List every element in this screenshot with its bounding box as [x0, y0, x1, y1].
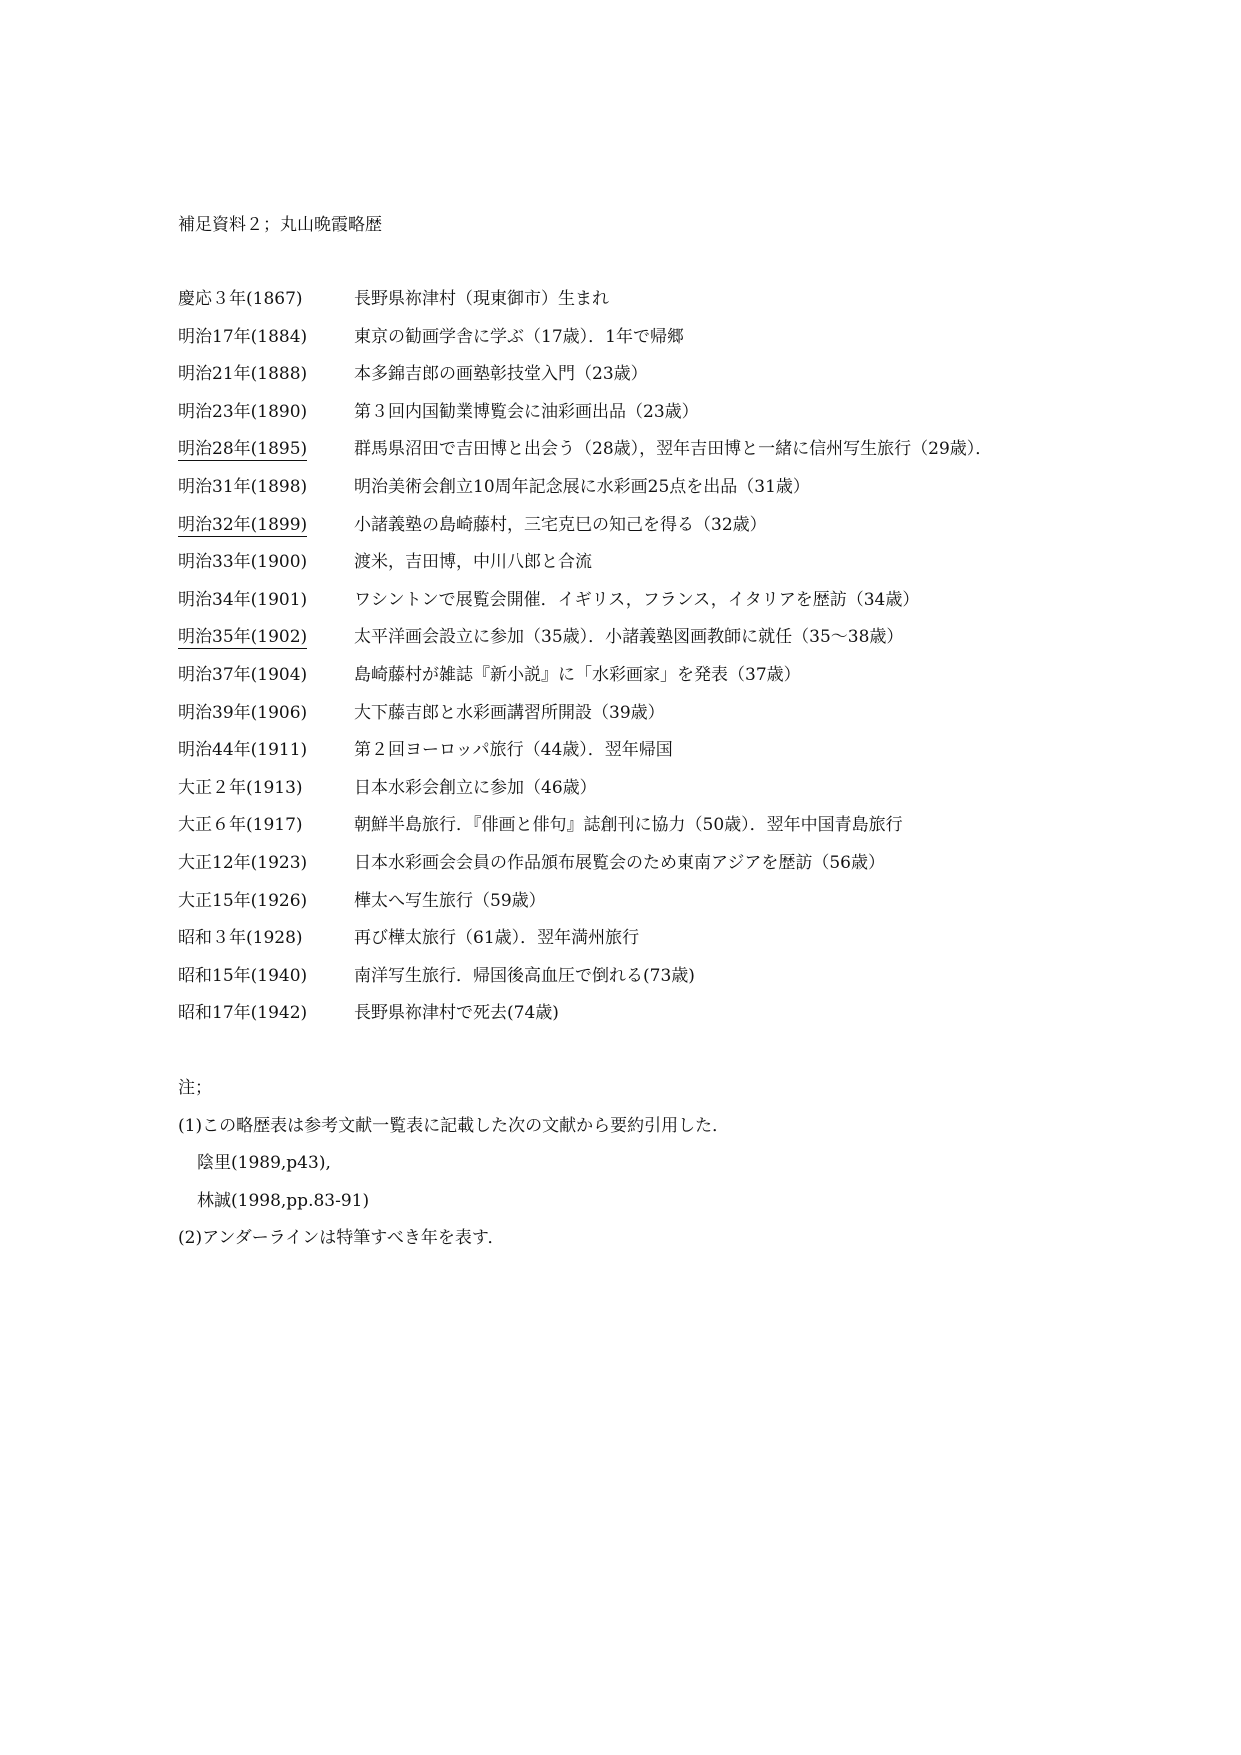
timeline-year [178, 1002, 354, 1024]
timeline-row [178, 363, 1178, 401]
timeline-list [178, 288, 1178, 1040]
timeline-year [178, 551, 354, 573]
timeline-year-text: 明治39年(1906) [178, 702, 308, 723]
timeline-year [178, 890, 354, 912]
timeline-row [178, 551, 1178, 589]
timeline-row [178, 664, 1178, 702]
timeline-year-text: 明治23年(1890) [178, 401, 308, 422]
timeline-event: 南洋写生旅行．帰国後高血圧で倒れる(73歳) [354, 965, 695, 986]
timeline-year [178, 852, 354, 874]
timeline-year-text: 明治17年(1884) [178, 326, 308, 347]
timeline-event: 日本水彩画会会員の作品頒布展覧会のため東南アジアを歴訪（56歳） [354, 852, 885, 873]
timeline-event: 明治美術会創立10周年記念展に水彩画25点を出品（31歳） [354, 476, 810, 497]
timeline-year-text: 大正６年(1917) [178, 815, 303, 836]
timeline-event: 東京の勧画学舎に学ぶ（17歳）．1年で帰郷 [354, 326, 684, 347]
timeline-year-text: 大正12年(1923) [178, 852, 308, 873]
timeline-year [178, 438, 354, 460]
timeline-year [178, 288, 354, 310]
timeline-event: ワシントンで展覧会開催．イギリス，フランス，イタリアを歴訪（34歳） [354, 589, 920, 610]
timeline-year [178, 664, 354, 686]
timeline-row [178, 438, 1178, 476]
document-title: 補足資料２；丸山晩霞略歴 [178, 215, 382, 235]
timeline-row [178, 401, 1178, 439]
timeline-row [178, 739, 1178, 777]
timeline-year-text: 慶応３年(1867) [178, 289, 303, 309]
timeline-row [178, 288, 1178, 326]
timeline-event: 長野県祢津村（現東御市）生まれ [354, 289, 609, 309]
timeline-year [178, 363, 354, 385]
timeline-year-text: 明治44年(1911) [178, 740, 308, 761]
timeline-row [178, 814, 1178, 852]
timeline-event: 群馬県沼田で吉田博と出会う（28歳），翌年吉田博と一緒に信州写生旅行（29歳）． [354, 439, 993, 460]
timeline-row [178, 626, 1178, 664]
timeline-row [178, 589, 1178, 627]
timeline-year-text: 大正２年(1913) [178, 777, 303, 798]
timeline-event: 渡米，吉田博，中川八郎と合流 [354, 552, 592, 573]
timeline-row [178, 852, 1178, 890]
reference-2: 林誠(1998,pp.83-91) [197, 1190, 370, 1211]
timeline-year-text: 明治32年(1899) [178, 514, 308, 535]
timeline-row [178, 326, 1178, 364]
timeline-year-text: 昭和15年(1940) [178, 965, 308, 986]
reference-1: 陰里(1989,p43), [197, 1153, 331, 1174]
timeline-row [178, 1002, 1178, 1040]
timeline-year [178, 739, 354, 761]
timeline-event: 大下藤吉郎と水彩画講習所開設（39歳） [354, 702, 665, 723]
timeline-year-text: 明治21年(1888) [178, 364, 308, 385]
timeline-event: 長野県祢津村で死去(74歳) [354, 1003, 559, 1024]
note-2: (2)アンダーラインは特筆すべき年を表す． [178, 1228, 505, 1249]
timeline-event: 第２回ヨーロッパ旅行（44歳）．翌年帰国 [354, 740, 673, 761]
timeline-event: 太平洋画会設立に参加（35歳）．小諸義塾図画教師に就任（35〜38歳） [354, 627, 904, 648]
timeline-year-text: 昭和17年(1942) [178, 1003, 308, 1024]
timeline-year [178, 401, 354, 423]
timeline-year-text: 明治33年(1900) [178, 552, 308, 573]
timeline-year-text: 明治28年(1895) [178, 439, 308, 460]
timeline-row [178, 890, 1178, 928]
timeline-event: 島崎藤村が雑誌『新小説』に「水彩画家」を発表（37歳） [354, 664, 801, 685]
timeline-year-text: 明治31年(1898) [178, 476, 308, 497]
timeline-event: 小諸義塾の島崎藤村，三宅克巳の知己を得る（32歳） [354, 514, 767, 535]
timeline-event: 再び樺太旅行（61歳）．翌年満州旅行 [354, 928, 640, 949]
timeline-year-text: 大正15年(1926) [178, 890, 308, 911]
timeline-event: 第３回内国勧業博覧会に油彩画出品（23歳） [354, 401, 699, 422]
timeline-year-text: 明治34年(1901) [178, 589, 308, 610]
timeline-year-text: 明治35年(1902) [178, 627, 308, 648]
timeline-year [178, 927, 354, 949]
notes-heading: 注； [178, 1078, 212, 1098]
timeline-row [178, 777, 1178, 815]
timeline-year [178, 626, 354, 648]
timeline-year [178, 814, 354, 836]
timeline-year [178, 476, 354, 498]
timeline-year [178, 777, 354, 799]
note-1: (1)この略歴表は参考文献一覧表に記載した次の文献から要約引用した． [178, 1115, 730, 1136]
timeline-row [178, 965, 1178, 1003]
timeline-event: 樺太へ写生旅行（59歳） [354, 890, 546, 911]
timeline-event: 日本水彩会創立に参加（46歳） [354, 777, 597, 798]
timeline-row [178, 702, 1178, 740]
timeline-year [178, 965, 354, 987]
timeline-row [178, 476, 1178, 514]
timeline-year [178, 589, 354, 611]
timeline-row [178, 514, 1178, 552]
timeline-event: 本多錦吉郎の画塾彰技堂入門（23歳） [354, 364, 648, 385]
timeline-year [178, 514, 354, 536]
timeline-year-text: 昭和３年(1928) [178, 928, 303, 949]
timeline-row [178, 927, 1178, 965]
timeline-event: 朝鮮半島旅行．『俳画と俳句』誌創刊に協力（50歳）．翌年中国青島旅行 [354, 815, 903, 836]
timeline-year [178, 326, 354, 348]
notes-section [178, 1077, 1178, 1265]
timeline-year [178, 702, 354, 724]
timeline-year-text: 明治37年(1904) [178, 664, 308, 685]
